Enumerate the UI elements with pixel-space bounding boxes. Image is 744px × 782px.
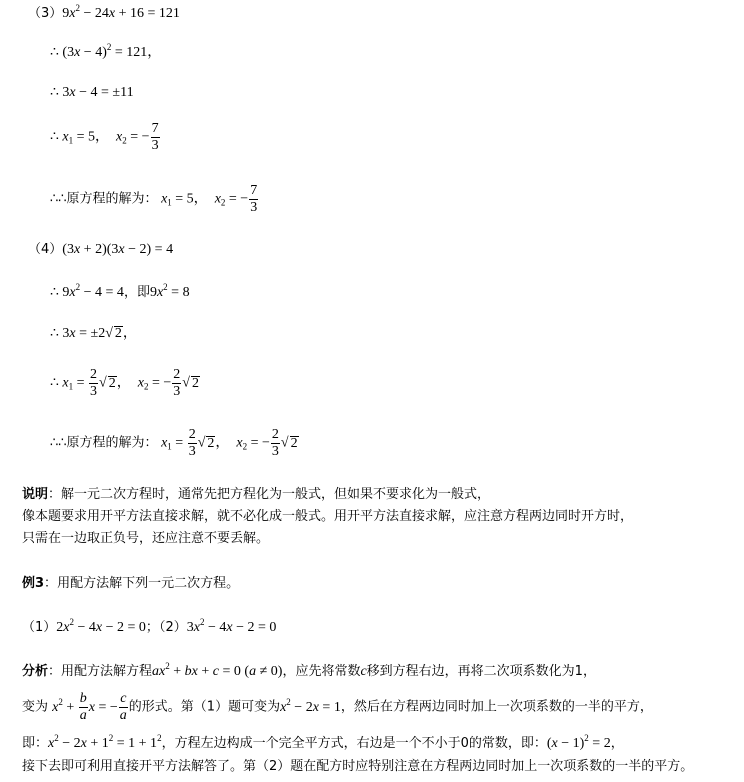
analysis-label: 分析	[22, 664, 49, 679]
note-line-2: 像本题要求用开平方法直接求解，就不必化成一般式。用开平方法直接求解，应注意方程两边同时开方时，	[22, 509, 634, 524]
example-3-label: 例3	[22, 576, 45, 591]
analysis-line-1: 分析：用配方法解方程$ax^2$ + bx + c = 0 (a ≠ 0)，应先将常数c移到方程右边，再将二次项系数化为1，	[22, 661, 596, 679]
analysis-line-4: 接下去即可利用直接开平方法解答了。第（2）题在配方时应特别注意在方程两边同时加上一次项系数的一半的平方。	[22, 759, 694, 774]
problem-4-step-1: ∴ $9x^2 - 4 = 4$，即$9x^2 = 8$	[50, 282, 190, 300]
note-label: 说明	[22, 487, 49, 502]
problem-4-step-1-connector: ，即	[123, 285, 150, 300]
problem-4-equation: （4）(3x + 2)(3x − 2) = 4	[28, 242, 174, 257]
analysis-line-3: 即：$x^2 - 2x + 1^2 = 1 + 1^2$，方程左边构成一个完全平方式，右边是一个不小于0的常数，即：$(x - 1)^2 = 2$，	[22, 733, 624, 751]
problem-4-step-2: ∴ 3x = ±2√ 2，	[50, 326, 137, 341]
problem-3-step-1: ∴ $(3x - 4)^2 = 121$，	[50, 42, 162, 60]
problem-3-step-2: ∴ 3x − 4 = ±11	[50, 85, 134, 100]
example-3-heading: 例3：用配方法解下列一元二次方程。	[22, 576, 240, 591]
problem-4-label: （4）	[28, 242, 63, 257]
note-line-1: 说明：解一元二次方程时，通常先把方程化为一般式，但如果不要求化为一般式，	[22, 487, 491, 502]
problem-4-step-3: ∴ $x_1$ = $\frac{2}{3}$ √ 2， $x_2$ = − $\frac{2}{3}$ √ 2	[50, 367, 199, 399]
note-line-3: 只需在一边取正负号，还应注意不要丢解。	[22, 531, 270, 546]
note-text-1: 解一元二次方程时，通常先把方程化为一般式，但如果不要求化为一般式，	[61, 487, 491, 502]
analysis-line-2: 变为 $x^2$ + $\frac{b}{a}$ x = − $\frac{c}{a}$ 的形式。第（1）题可变为$x^2 - 2x = 1$，然后在方程两边同时加上一次项系数的一半的平方，	[22, 691, 653, 723]
example-3-text: 用配方法解下列一元二次方程。	[57, 576, 240, 591]
problem-4-solution-label: ∴原方程的解为：	[58, 435, 158, 451]
problem-3-step-3: ∴ $x_1 = 5$， $x_2$ = − $\frac{7}{3}$	[50, 121, 159, 153]
problem-3-label: （3）	[28, 6, 63, 21]
problem-3-solution: ∴∴原方程的解为： $x_1 = 5$， $x_2$ = − $\frac{7}{3}$	[50, 183, 258, 215]
problem-3-solution-label: ∴原方程的解为：	[58, 191, 158, 207]
problem-3-equation: $(3)9x^2 - 24x + 16 = 121$	[28, 3, 180, 21]
problem-4-solution: ∴∴原方程的解为： $x_1$ = $\frac{2}{3}$ √ 2， $x_2$ = − $\frac{2}{3}$ √ 2	[50, 427, 298, 459]
example-3-problems: $(1)2x^2 - 4x - 2 = 0$；$(2)3x^2 - 4x - 2 = 0$	[22, 617, 277, 635]
